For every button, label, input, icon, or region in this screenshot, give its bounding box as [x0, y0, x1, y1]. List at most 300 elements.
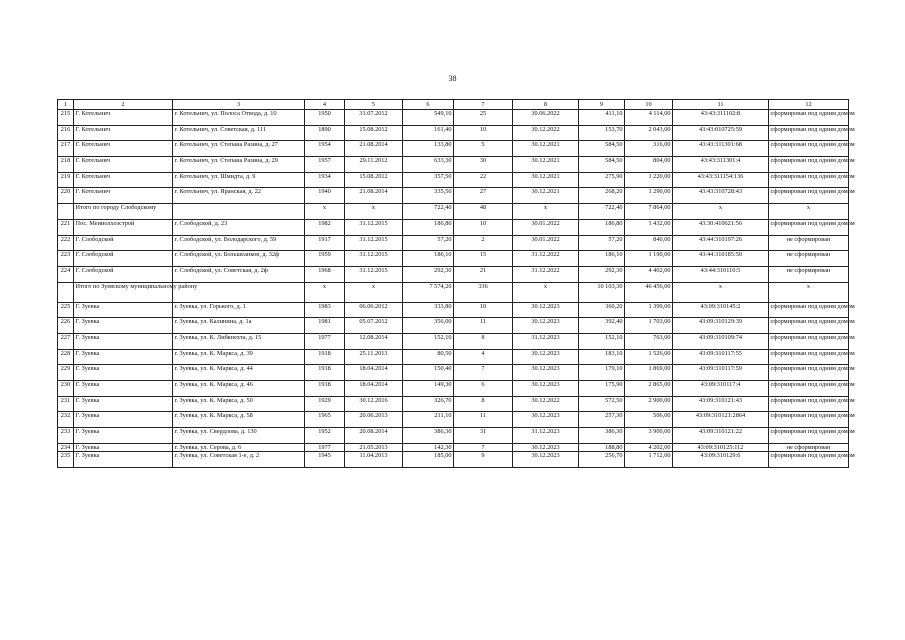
- cell-locality: Г. Зуевка: [74, 349, 173, 365]
- cell-land-area: 2 900,00: [625, 396, 673, 412]
- cell-area: 150,40: [403, 365, 454, 381]
- cell-address: г. Слободской, ул. Советская, д. 2ф: [173, 266, 305, 282]
- cell-year-built: 1954: [305, 141, 345, 157]
- cell-deadline: 30.12.2023: [513, 318, 579, 334]
- cell-row-number: 220: [58, 188, 74, 204]
- cell-year-built: 1918: [305, 365, 345, 381]
- cell-area: 186,80: [403, 219, 454, 235]
- cell-year-built: 1917: [305, 235, 345, 251]
- table-row: [58, 428, 849, 444]
- cell-date: 31.12.2015: [345, 219, 403, 235]
- table-header-row: [58, 100, 849, 110]
- cell-land-status: сформирован под одним домом: [769, 318, 849, 334]
- cell-residents: 10: [454, 125, 513, 141]
- table-row: [58, 188, 849, 204]
- cell-resettlement-area: 186,80: [579, 219, 625, 235]
- cell-address: г. Зуевка, ул. К. Маркса, д. 44: [173, 365, 305, 381]
- cell-resettlement-area: 256,70: [579, 452, 625, 468]
- cell-address: г. Котельнич, ул. Степана Разина, д. 27: [173, 141, 305, 157]
- cell-row-number: 225: [58, 302, 74, 318]
- cell-row-number: 216: [58, 125, 74, 141]
- column-header: 1: [58, 100, 74, 110]
- cell-address: г. Котельнич, ул. Шмидта, д. 9: [173, 172, 305, 188]
- cell-land-area: 4 114,00: [625, 110, 673, 126]
- cell-deadline: х: [513, 282, 579, 302]
- cell-resettlement-area: 411,10: [579, 110, 625, 126]
- cell-address: г. Зуевка, ул. Серова, д. 6: [173, 443, 305, 451]
- cell-date: 25.11.2013: [345, 349, 403, 365]
- cell-row-number: 221: [58, 219, 74, 235]
- cell-land-status: сформирован под одним домом: [769, 157, 849, 173]
- table-row: [58, 141, 849, 157]
- cell-land-status: сформирован под одним домом: [769, 125, 849, 141]
- cell-date: х: [345, 204, 403, 220]
- cell-locality: Г. Зуевка: [74, 302, 173, 318]
- cell-resettlement-area: 179,10: [579, 365, 625, 381]
- cell-land-area: 46 456,00: [625, 282, 673, 302]
- cell-row-number: 222: [58, 235, 74, 251]
- cell-residents: 6: [454, 381, 513, 397]
- cell-land-area: 7 864,00: [625, 204, 673, 220]
- cell-deadline: 30.12.2023: [513, 302, 579, 318]
- cell-residents: 11: [454, 412, 513, 428]
- cell-address: г. Зуевка, ул. К. Маркса, д. 46: [173, 381, 305, 397]
- cell-land-status: сформирован под одним домом: [769, 302, 849, 318]
- cell-locality: Г. Котельнич: [74, 157, 173, 173]
- cell-resettlement-area: 152,10: [579, 333, 625, 349]
- cell-locality: Г. Слободской: [74, 235, 173, 251]
- cell-cadastral-number: 43:09:310125:112: [673, 443, 769, 451]
- cell-cadastral-number: 43:43:311154:136: [673, 172, 769, 188]
- column-header: 7: [454, 100, 513, 110]
- cell-year-built: 1959: [305, 251, 345, 267]
- table-row: [58, 110, 849, 126]
- cell-locality: Г. Котельнич: [74, 172, 173, 188]
- cell-land-area: 804,00: [625, 157, 673, 173]
- cell-residents: 31: [454, 428, 513, 444]
- cell-land-status: сформирован под одним домом: [769, 428, 849, 444]
- cell-area: 185,00: [403, 452, 454, 468]
- cell-resettlement-area: 392,40: [579, 318, 625, 334]
- cell-area: 161,40: [403, 125, 454, 141]
- cell-row-number: 224: [58, 266, 74, 282]
- column-header: 11: [673, 100, 769, 110]
- cell-year-built: 1968: [305, 266, 345, 282]
- cell-residents: 4: [454, 349, 513, 365]
- cell-date: 18.04.2014: [345, 381, 403, 397]
- cell-area: 357,50: [403, 172, 454, 188]
- cell-year-built: х: [305, 204, 345, 220]
- table-row: [58, 333, 849, 349]
- cell-land-area: 1 290,00: [625, 188, 673, 204]
- cell-residents: 7: [454, 443, 513, 451]
- cell-land-area: 506,00: [625, 412, 673, 428]
- table-row: [58, 302, 849, 318]
- cell-area: 149,30: [403, 381, 454, 397]
- cell-row-number: 218: [58, 157, 74, 173]
- cell-locality: Г. Зуевка: [74, 452, 173, 468]
- cell-deadline: 30.12.2023: [513, 365, 579, 381]
- cell-date: 15.08.2012: [345, 172, 403, 188]
- cell-date: 31.12.2015: [345, 235, 403, 251]
- cell-deadline: 30.12.2023: [513, 412, 579, 428]
- cell-address: г. Зуевка, ул. Свердлова, д. 130: [173, 428, 305, 444]
- cell-cadastral-number: 43:43:310728:43: [673, 188, 769, 204]
- cell-date: 05.07.2012: [345, 318, 403, 334]
- cell-year-built: 1965: [305, 412, 345, 428]
- table-row: [58, 318, 849, 334]
- column-header: 6: [403, 100, 454, 110]
- cell-address: г. Зуевка, ул. Горького, д. 1: [173, 302, 305, 318]
- cell-cadastral-number: 43:43:311301:4: [673, 157, 769, 173]
- cell-address: г. Зуевка, ул. Советская 1-е, д. 2: [173, 452, 305, 468]
- cell-locality: Г. Котельнич: [74, 125, 173, 141]
- cell-cadastral-number: 43:09:310129:6: [673, 452, 769, 468]
- cell-date: 29.11.2012: [345, 157, 403, 173]
- cell-row-number: [58, 282, 74, 302]
- cell-residents: 10: [454, 219, 513, 235]
- cell-residents: 8: [454, 396, 513, 412]
- cell-land-area: 2 865,00: [625, 381, 673, 397]
- cell-resettlement-area: 275,90: [579, 172, 625, 188]
- cell-row-number: 223: [58, 251, 74, 267]
- cell-row-number: 226: [58, 318, 74, 334]
- table-row: [58, 412, 849, 428]
- cell-deadline: 30.12.2023: [513, 452, 579, 468]
- cell-area: 152,10: [403, 333, 454, 349]
- cell-year-built: 1952: [305, 428, 345, 444]
- cell-date: 21.08.2014: [345, 188, 403, 204]
- cell-land-status: не сформирован: [769, 443, 849, 451]
- column-header: 5: [345, 100, 403, 110]
- cell-date: 20.06.2013: [345, 412, 403, 428]
- cell-address: [173, 204, 305, 220]
- cell-residents: 8: [454, 333, 513, 349]
- cell-land-area: 3 900,00: [625, 428, 673, 444]
- cell-land-status: сформирован под одним домом: [769, 141, 849, 157]
- column-header: 3: [173, 100, 305, 110]
- cell-resettlement-area: 292,30: [579, 266, 625, 282]
- cell-deadline: 30.12.2022: [513, 396, 579, 412]
- table-row: [58, 235, 849, 251]
- cell-residents: 9: [454, 452, 513, 468]
- cell-land-area: 1 190,00: [625, 251, 673, 267]
- cell-area: 80,50: [403, 349, 454, 365]
- cell-land-status: сформирован под одним домом: [769, 365, 849, 381]
- cell-address: г. Зуевка, ул. К. Маркса, д. 58: [173, 412, 305, 428]
- cell-row-number: 215: [58, 110, 74, 126]
- cell-land-status: сформирован под одним домом: [769, 349, 849, 365]
- cell-row-number: 231: [58, 396, 74, 412]
- cell-locality: Итого по городу Слободскому: [74, 204, 173, 220]
- cell-residents: 336: [454, 282, 513, 302]
- cell-cadastral-number: 43:44:310197:26: [673, 235, 769, 251]
- table-row: [58, 157, 849, 173]
- cell-residents: 15: [454, 251, 513, 267]
- cell-locality: Г. Зуевка: [74, 428, 173, 444]
- cell-land-status: не сформирован: [769, 266, 849, 282]
- cell-area: 142,30: [403, 443, 454, 451]
- cell-locality: Г. Зуевка: [74, 396, 173, 412]
- table-row: [58, 125, 849, 141]
- cell-land-area: 316,00: [625, 141, 673, 157]
- cell-date: 21.08.2014: [345, 141, 403, 157]
- cell-date: 06.06.2012: [345, 302, 403, 318]
- cell-area: 335,50: [403, 188, 454, 204]
- cell-row-number: 219: [58, 172, 74, 188]
- cell-land-status: сформирован под одним домом: [769, 396, 849, 412]
- column-header: 9: [579, 100, 625, 110]
- cell-date: 31.12.2015: [345, 251, 403, 267]
- cell-deadline: 30.06.2022: [513, 110, 579, 126]
- cell-year-built: 1977: [305, 443, 345, 451]
- cell-locality: Г. Зуевка: [74, 333, 173, 349]
- cell-residents: 48: [454, 204, 513, 220]
- cell-land-status: сформирован под одним домом: [769, 110, 849, 126]
- cell-deadline: 31.12.2023: [513, 428, 579, 444]
- cell-deadline: 30.12.2023: [513, 381, 579, 397]
- cell-deadline: 30.01.2022: [513, 235, 579, 251]
- cell-land-area: 840,00: [625, 235, 673, 251]
- cell-land-area: 4 202,00: [625, 443, 673, 451]
- cell-residents: 10: [454, 302, 513, 318]
- cell-deadline: 31.12.2023: [513, 333, 579, 349]
- cell-resettlement-area: 153,70: [579, 125, 625, 141]
- cell-date: 31.12.2015: [345, 266, 403, 282]
- cell-year-built: 1950: [305, 110, 345, 126]
- cell-row-number: 230: [58, 381, 74, 397]
- cell-locality: Итого по Зуевскому муниципальному району: [74, 282, 173, 302]
- cell-year-built: 1983: [305, 302, 345, 318]
- cell-land-area: 4 402,00: [625, 266, 673, 282]
- cell-locality: Г. Котельнич: [74, 110, 173, 126]
- cell-residents: 22: [454, 172, 513, 188]
- subtotal-row: [58, 204, 849, 220]
- cell-area: 549,10: [403, 110, 454, 126]
- cell-cadastral-number: 43:30:410621:56: [673, 219, 769, 235]
- cell-address: г. Зуевка, ул. К. Маркса, д. 50: [173, 396, 305, 412]
- table-row: [58, 349, 849, 365]
- cell-cadastral-number: 43:09:310121:2864: [673, 412, 769, 428]
- cell-date: 18.04.2014: [345, 365, 403, 381]
- cell-cadastral-number: 43:09:310121:43: [673, 396, 769, 412]
- table-row: [58, 381, 849, 397]
- cell-land-status: сформирован под одним домом: [769, 452, 849, 468]
- cell-land-status: х: [769, 204, 849, 220]
- cell-row-number: 232: [58, 412, 74, 428]
- cell-cadastral-number: 43:43:311301:68: [673, 141, 769, 157]
- cell-address: г. Котельнич, ул. Полоса Отвода, д. 10: [173, 110, 305, 126]
- cell-area: 57,20: [403, 235, 454, 251]
- cell-address: г. Котельнич, ул. Степана Разина, д. 29: [173, 157, 305, 173]
- cell-row-number: 227: [58, 333, 74, 349]
- cell-locality: Г. Слободской: [74, 266, 173, 282]
- cell-land-area: 1 399,00: [625, 302, 673, 318]
- cell-land-area: 1 526,00: [625, 349, 673, 365]
- cell-locality: Г. Зуевка: [74, 365, 173, 381]
- cell-address: г. Слободской, ул. Володарского, д. 59: [173, 235, 305, 251]
- cell-deadline: 30.12.2021: [513, 141, 579, 157]
- cell-row-number: 234: [58, 443, 74, 451]
- cell-land-status: сформирован под одним домом: [769, 412, 849, 428]
- table-row: [58, 443, 849, 451]
- cell-deadline: 30.12.2023: [513, 349, 579, 365]
- cell-land-status: сформирован под одним домом: [769, 219, 849, 235]
- cell-resettlement-area: 257,30: [579, 412, 625, 428]
- cell-address: г. Котельнич, ул. Советская, д. 111: [173, 125, 305, 141]
- cell-locality: Г. Котельнич: [74, 188, 173, 204]
- cell-locality: Г. Слободской: [74, 251, 173, 267]
- column-header: 4: [305, 100, 345, 110]
- cell-cadastral-number: 43:09:310109:74: [673, 333, 769, 349]
- cell-area: 356,00: [403, 318, 454, 334]
- cell-area: 333,80: [403, 302, 454, 318]
- cell-resettlement-area: 10 103,30: [579, 282, 625, 302]
- cell-year-built: 1929: [305, 396, 345, 412]
- cell-year-built: 1977: [305, 333, 345, 349]
- cell-deadline: 30.01.2022: [513, 219, 579, 235]
- cell-cadastral-number: 43:44:310185:50: [673, 251, 769, 267]
- cell-deadline: 30.12.2022: [513, 125, 579, 141]
- cell-locality: Г. Зуевка: [74, 412, 173, 428]
- cell-row-number: 235: [58, 452, 74, 468]
- cell-resettlement-area: 57,20: [579, 235, 625, 251]
- cell-deadline: 31.12.2022: [513, 266, 579, 282]
- table-row: [58, 365, 849, 381]
- cell-address: г. Зуевка, ул. К. Либкнехта, д. 15: [173, 333, 305, 349]
- cell-row-number: [58, 204, 74, 220]
- cell-year-built: 1940: [305, 188, 345, 204]
- cell-land-status: не сформирован: [769, 251, 849, 267]
- table-row: [58, 396, 849, 412]
- cell-residents: 11: [454, 318, 513, 334]
- cell-date: х: [345, 282, 403, 302]
- cell-cadastral-number: 43:09:310117:4: [673, 381, 769, 397]
- cell-resettlement-area: 386,30: [579, 428, 625, 444]
- table-row: [58, 452, 849, 468]
- cell-land-status: сформирован под одним домом: [769, 381, 849, 397]
- cell-area: 386,30: [403, 428, 454, 444]
- cell-locality: Г. Зуевка: [74, 381, 173, 397]
- cell-land-area: 763,00: [625, 333, 673, 349]
- cell-deadline: 30.12.2021: [513, 157, 579, 173]
- cell-area: 326,70: [403, 396, 454, 412]
- cell-resettlement-area: 584,50: [579, 141, 625, 157]
- cell-land-area: 1 712,00: [625, 452, 673, 468]
- column-header: 10: [625, 100, 673, 110]
- cell-year-built: 1981: [305, 318, 345, 334]
- cell-locality: Г. Котельнич: [74, 141, 173, 157]
- cell-cadastral-number: х: [673, 204, 769, 220]
- column-header: 2: [74, 100, 173, 110]
- cell-residents: 5: [454, 141, 513, 157]
- cell-year-built: 1982: [305, 219, 345, 235]
- subtotal-row: [58, 282, 849, 302]
- cell-locality: Г. Зуевка: [74, 318, 173, 334]
- cell-land-area: 1 703,00: [625, 318, 673, 334]
- cell-cadastral-number: 43:09:310117:55: [673, 349, 769, 365]
- cell-row-number: 229: [58, 365, 74, 381]
- housing-register-table: [57, 99, 855, 468]
- cell-locality: Г. Зуевка: [74, 443, 173, 451]
- cell-year-built: 1918: [305, 349, 345, 365]
- cell-row-number: 233: [58, 428, 74, 444]
- cell-date: 12.08.2014: [345, 333, 403, 349]
- column-header: 8: [513, 100, 579, 110]
- cell-residents: 30: [454, 157, 513, 173]
- cell-row-number: 217: [58, 141, 74, 157]
- cell-date: 30.12.2016: [345, 396, 403, 412]
- cell-date: 11.04.2013: [345, 452, 403, 468]
- cell-address: г. Слободской, ул. Большеанков, д. 32ф: [173, 251, 305, 267]
- column-header: 12: [769, 100, 849, 110]
- cell-cadastral-number: 43:09:310117:59: [673, 365, 769, 381]
- cell-deadline: 30.12.2023: [513, 443, 579, 451]
- cell-cadastral-number: 43:09:310145:2: [673, 302, 769, 318]
- cell-date: 21.05.2013: [345, 443, 403, 451]
- cell-year-built: 1945: [305, 452, 345, 468]
- cell-land-status: сформирован под одним домом: [769, 333, 849, 349]
- cell-date: 15.08.2012: [345, 125, 403, 141]
- cell-year-built: 1890: [305, 125, 345, 141]
- cell-deadline: 30.12.2021: [513, 188, 579, 204]
- cell-resettlement-area: 722,40: [579, 204, 625, 220]
- cell-resettlement-area: 360,20: [579, 302, 625, 318]
- cell-residents: 21: [454, 266, 513, 282]
- cell-land-area: 2 043,00: [625, 125, 673, 141]
- cell-land-area: 1 869,00: [625, 365, 673, 381]
- page-number: 38: [448, 74, 457, 83]
- cell-area: 211,10: [403, 412, 454, 428]
- cell-deadline: х: [513, 204, 579, 220]
- cell-resettlement-area: 572,50: [579, 396, 625, 412]
- table-row: [58, 172, 849, 188]
- cell-address: г. Зуевка, ул. К. Маркса, д. 39: [173, 349, 305, 365]
- cell-year-built: 1934: [305, 172, 345, 188]
- cell-resettlement-area: 183,10: [579, 349, 625, 365]
- cell-resettlement-area: 175,90: [579, 381, 625, 397]
- cell-year-built: 1918: [305, 381, 345, 397]
- cell-area: 7 574,20: [403, 282, 454, 302]
- cell-land-area: 1 220,00: [625, 172, 673, 188]
- cell-year-built: 1957: [305, 157, 345, 173]
- cell-deadline: 31.12.2022: [513, 251, 579, 267]
- cell-area: 186,10: [403, 251, 454, 267]
- cell-date: 20.08.2014: [345, 428, 403, 444]
- cell-deadline: 30.12.2021: [513, 172, 579, 188]
- cell-locality: Пос. Меииолхозстрой: [74, 219, 173, 235]
- cell-resettlement-area: 186,10: [579, 251, 625, 267]
- cell-land-status: сформирован под одним домом: [769, 172, 849, 188]
- cell-area: 133,80: [403, 141, 454, 157]
- cell-row-number: 228: [58, 349, 74, 365]
- cell-area: 292,30: [403, 266, 454, 282]
- cell-address: г. Котельнич, ул. Яранская, д. 22: [173, 188, 305, 204]
- cell-land-status: не сформирован: [769, 235, 849, 251]
- cell-cadastral-number: 43:09:310129:39: [673, 318, 769, 334]
- cell-cadastral-number: 43:43:010725:59: [673, 125, 769, 141]
- table-row: [58, 266, 849, 282]
- cell-address: г. Слободской, д. 23: [173, 219, 305, 235]
- cell-residents: 7: [454, 365, 513, 381]
- table-row: [58, 219, 849, 235]
- cell-resettlement-area: 268,20: [579, 188, 625, 204]
- cell-residents: 2: [454, 235, 513, 251]
- cell-cadastral-number: 43:44:310110:5: [673, 266, 769, 282]
- cell-cadastral-number: 43:43:311102:8: [673, 110, 769, 126]
- cell-cadastral-number: х: [673, 282, 769, 302]
- cell-residents: 25: [454, 110, 513, 126]
